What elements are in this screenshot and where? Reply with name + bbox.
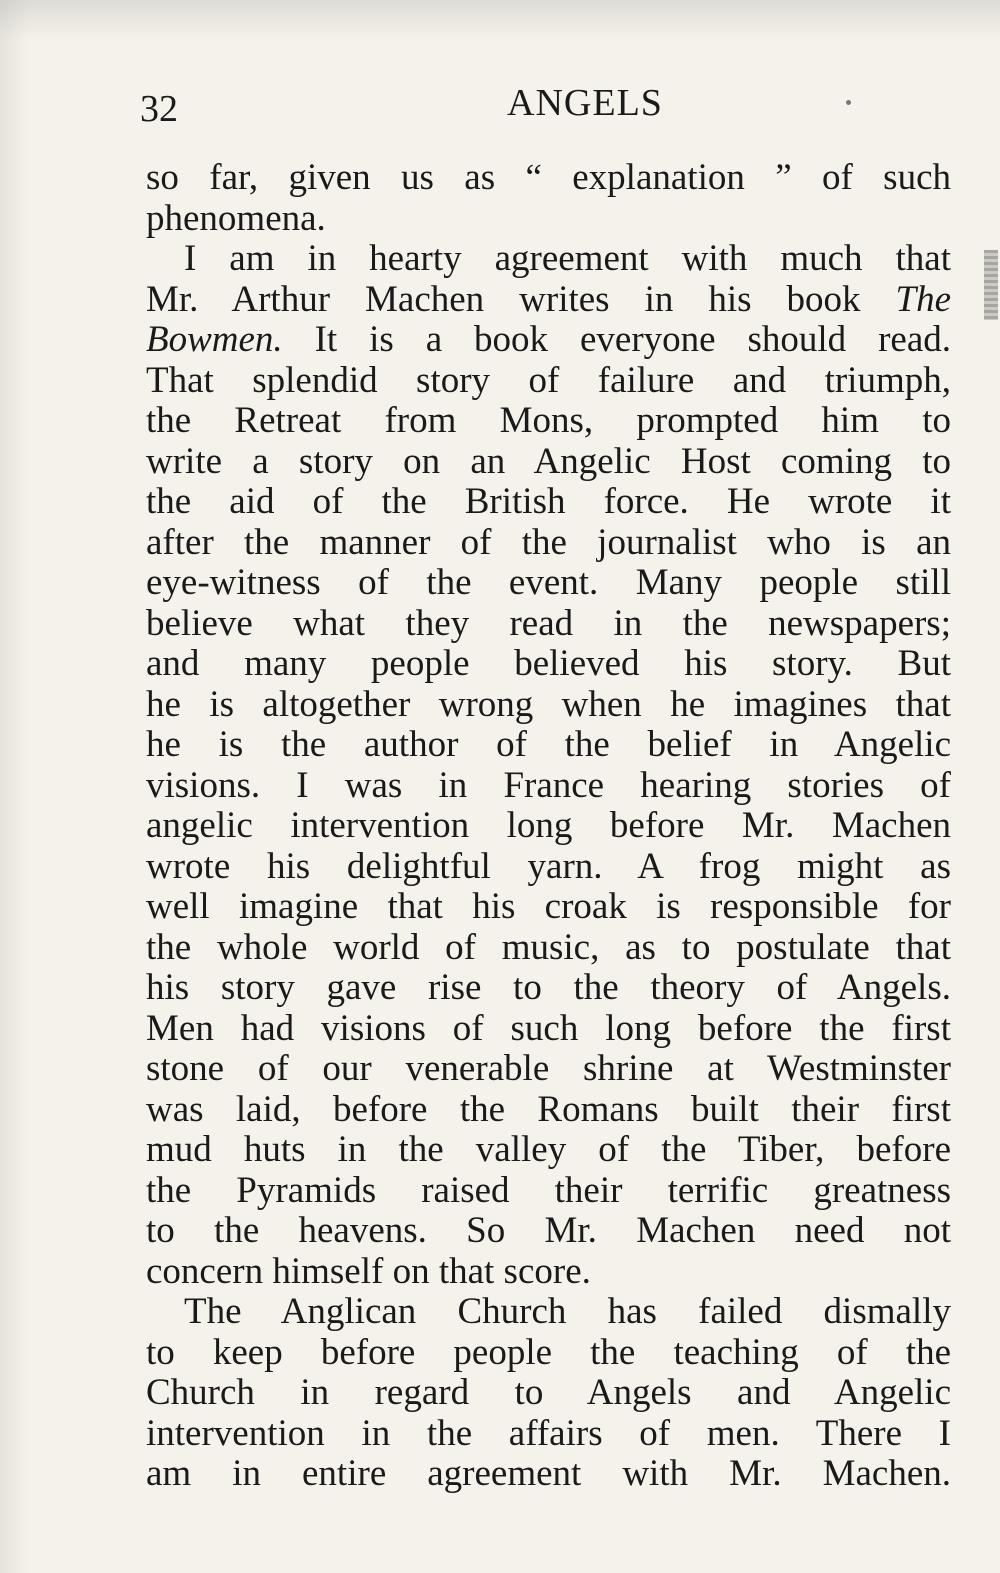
text-line: That splendid story of failure and triumph, bbox=[146, 359, 951, 401]
text-line: visions. I was in France hearing stories of bbox=[146, 764, 951, 806]
text-line: mud huts in the valley of the Tiber, before bbox=[146, 1129, 951, 1170]
italic-book-title: Bowmen. bbox=[146, 319, 283, 360]
text-line: intervention in the affairs of men. There I bbox=[146, 1412, 951, 1454]
text-line: write a story on an Angelic Host coming to bbox=[146, 440, 951, 482]
text-line: so far, given us as “ explanation ” of such bbox=[146, 157, 951, 198]
text-line: eye-witness of the event. Many people still bbox=[146, 562, 951, 603]
running-head bbox=[140, 78, 950, 134]
text-line: was laid, before the Romans built their first bbox=[146, 1088, 951, 1130]
text-line: phenomena. bbox=[146, 197, 326, 239]
page-number: 32 bbox=[140, 88, 178, 130]
running-title: ANGELS bbox=[507, 82, 663, 124]
text-line: Men had visions of such long before the first bbox=[146, 1007, 951, 1049]
text-line: The Anglican Church has failed dismally bbox=[184, 1291, 951, 1332]
text-fragment: Mr. Arthur Machen writes in his book bbox=[146, 278, 896, 320]
text-line: and many people believed his story. But bbox=[146, 643, 951, 684]
text-line: I am in hearty agreement with much that bbox=[184, 238, 951, 279]
text-line: am in entire agreement with Mr. Machen. bbox=[146, 1453, 951, 1494]
body-text bbox=[146, 158, 951, 1495]
text-line: to the heavens. So Mr. Machen need not bbox=[146, 1210, 951, 1251]
text-line: well imagine that his croak is responsible for bbox=[146, 886, 951, 927]
text-line: after the manner of the journalist who is an bbox=[146, 521, 951, 563]
text-line: the whole world of music, as to postulate that bbox=[146, 926, 951, 968]
page-edge-shadow bbox=[0, 0, 1000, 40]
text-line: the aid of the British force. He wrote it bbox=[146, 481, 951, 522]
text-line: the Retreat from Mons, prompted him to bbox=[146, 400, 951, 441]
text-line: believe what they read in the newspapers; bbox=[146, 602, 951, 644]
ink-speck bbox=[846, 100, 851, 105]
text-line: Church in regard to Angels and Angelic bbox=[146, 1372, 951, 1413]
text-line: concern himself on that score. bbox=[146, 1250, 591, 1292]
text-line: wrote his delightful yarn. A frog might as bbox=[146, 845, 951, 887]
text-fragment: It is a book everyone should read. bbox=[282, 319, 951, 360]
text-line: he is the author of the belief in Angelic bbox=[146, 724, 951, 765]
page-edge-shadow-left bbox=[0, 0, 30, 1573]
margin-binding-mark bbox=[984, 250, 998, 320]
text-line bbox=[146, 320, 951, 361]
text-line: stone of our venerable shrine at Westminster bbox=[146, 1048, 951, 1089]
italic-book-title: The bbox=[895, 278, 951, 320]
text-line: angelic intervention long before Mr. Machen bbox=[146, 805, 951, 846]
text-line: his story gave rise to the theory of Angels. bbox=[146, 967, 951, 1008]
text-line bbox=[146, 280, 951, 321]
text-line: the Pyramids raised their terrific greatness bbox=[146, 1169, 951, 1211]
text-line: he is altogether wrong when he imagines that bbox=[146, 683, 951, 725]
text-line: to keep before people the teaching of the bbox=[146, 1331, 951, 1373]
